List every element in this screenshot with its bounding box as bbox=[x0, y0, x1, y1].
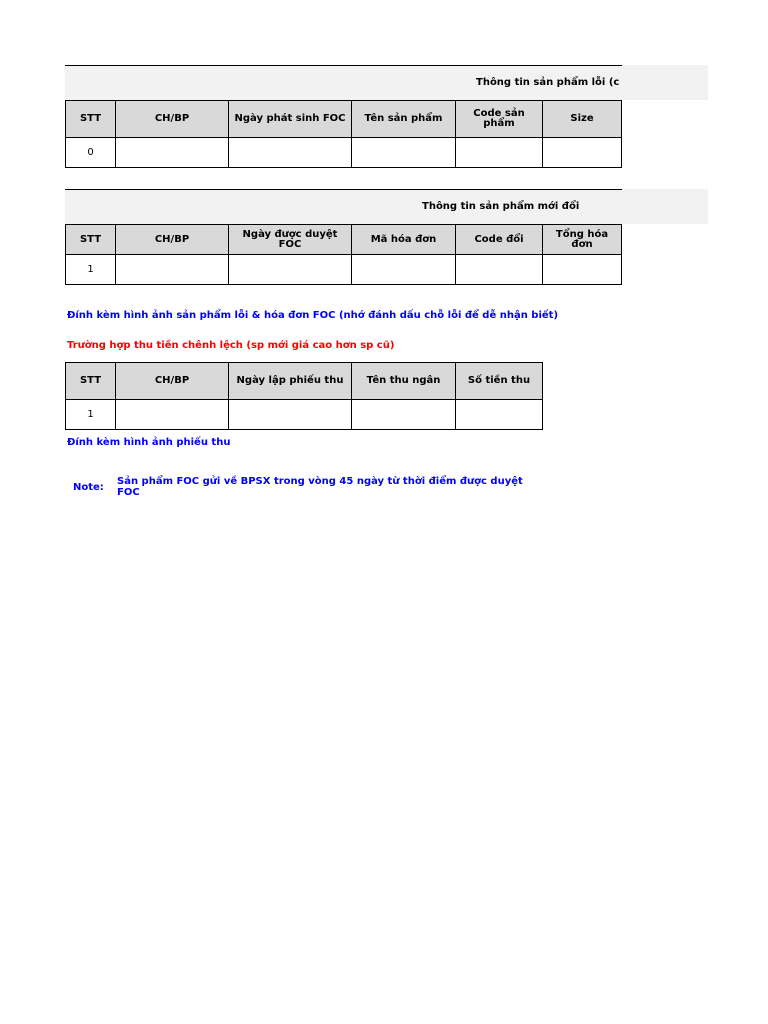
cell-size[interactable] bbox=[543, 138, 622, 168]
table-row bbox=[66, 138, 622, 168]
attach-note-defective: Đính kèm hình ảnh sản phẩm lỗi & hóa đơn FOC (nhớ đánh dấu chỗ lỗi để dễ nhận biết) bbox=[67, 310, 559, 321]
attach-note-receipt: Đính kèm hình ảnh phiếu thu bbox=[67, 437, 231, 448]
section-title-new-product: Thông tin sản phẩm mới đổi bbox=[422, 201, 580, 212]
cell-product-code[interactable] bbox=[456, 138, 543, 168]
table-row bbox=[66, 400, 543, 430]
cell-approval-date[interactable] bbox=[229, 255, 352, 285]
cell-product-name[interactable] bbox=[352, 138, 456, 168]
cell-stt[interactable]: 0 bbox=[66, 138, 116, 168]
col-header-receipt-date: Ngày lập phiếu thu bbox=[229, 363, 352, 400]
col-header-approval-date: Ngày được duyệt FOC bbox=[229, 225, 352, 255]
cell-amount[interactable] bbox=[456, 400, 543, 430]
col-header-stt: STT bbox=[66, 101, 116, 138]
col-header-exchange-code: Code đổi bbox=[456, 225, 543, 255]
cell-cashier-name[interactable] bbox=[352, 400, 456, 430]
table-header-row bbox=[66, 225, 622, 255]
col-header-ch-bp: CH/BP bbox=[116, 225, 229, 255]
col-header-product-code: Code sản phẩm bbox=[456, 101, 543, 138]
cell-stt[interactable]: 1 bbox=[66, 255, 116, 285]
cell-stt[interactable]: 1 bbox=[66, 400, 116, 430]
cell-receipt-date[interactable] bbox=[229, 400, 352, 430]
difference-title: Trường hợp thu tiền chênh lệch (sp mới giá cao hơn sp cũ) bbox=[67, 340, 395, 351]
col-header-product-name: Tên sản phẩm bbox=[352, 101, 456, 138]
table-header-row bbox=[66, 363, 543, 400]
col-header-invoice-total: Tổng hóa đơn bbox=[543, 225, 622, 255]
cell-invoice-total[interactable] bbox=[543, 255, 622, 285]
col-header-stt: STT bbox=[66, 363, 116, 400]
section-header-defective bbox=[65, 65, 708, 100]
note-label: Note: bbox=[73, 482, 104, 493]
cell-exchange-code[interactable] bbox=[456, 255, 543, 285]
col-header-cashier-name: Tên thu ngân bbox=[352, 363, 456, 400]
table-row bbox=[66, 255, 622, 285]
col-header-invoice-code: Mã hóa đơn bbox=[352, 225, 456, 255]
cell-foc-date[interactable] bbox=[229, 138, 352, 168]
col-header-foc-date: Ngày phát sinh FOC bbox=[229, 101, 352, 138]
receipt-table bbox=[65, 362, 543, 430]
section-title-defective: Thông tin sản phẩm lỗi (c bbox=[476, 77, 620, 88]
table-header-row bbox=[66, 101, 622, 138]
col-header-ch-bp: CH/BP bbox=[116, 363, 229, 400]
defective-product-table bbox=[65, 100, 622, 168]
col-header-amount: Số tiền thu bbox=[456, 363, 543, 400]
cell-ch-bp[interactable] bbox=[116, 400, 229, 430]
cell-ch-bp[interactable] bbox=[116, 255, 229, 285]
note-text: Sản phẩm FOC gửi về BPSX trong vòng 45 ngày từ thời điểm được duyệt FOC bbox=[117, 476, 523, 498]
section-header-new-product bbox=[65, 189, 708, 224]
col-header-ch-bp: CH/BP bbox=[116, 101, 229, 138]
col-header-size: Size bbox=[543, 101, 622, 138]
cell-ch-bp[interactable] bbox=[116, 138, 229, 168]
cell-invoice-code[interactable] bbox=[352, 255, 456, 285]
col-header-stt: STT bbox=[66, 225, 116, 255]
new-product-table bbox=[65, 224, 622, 285]
